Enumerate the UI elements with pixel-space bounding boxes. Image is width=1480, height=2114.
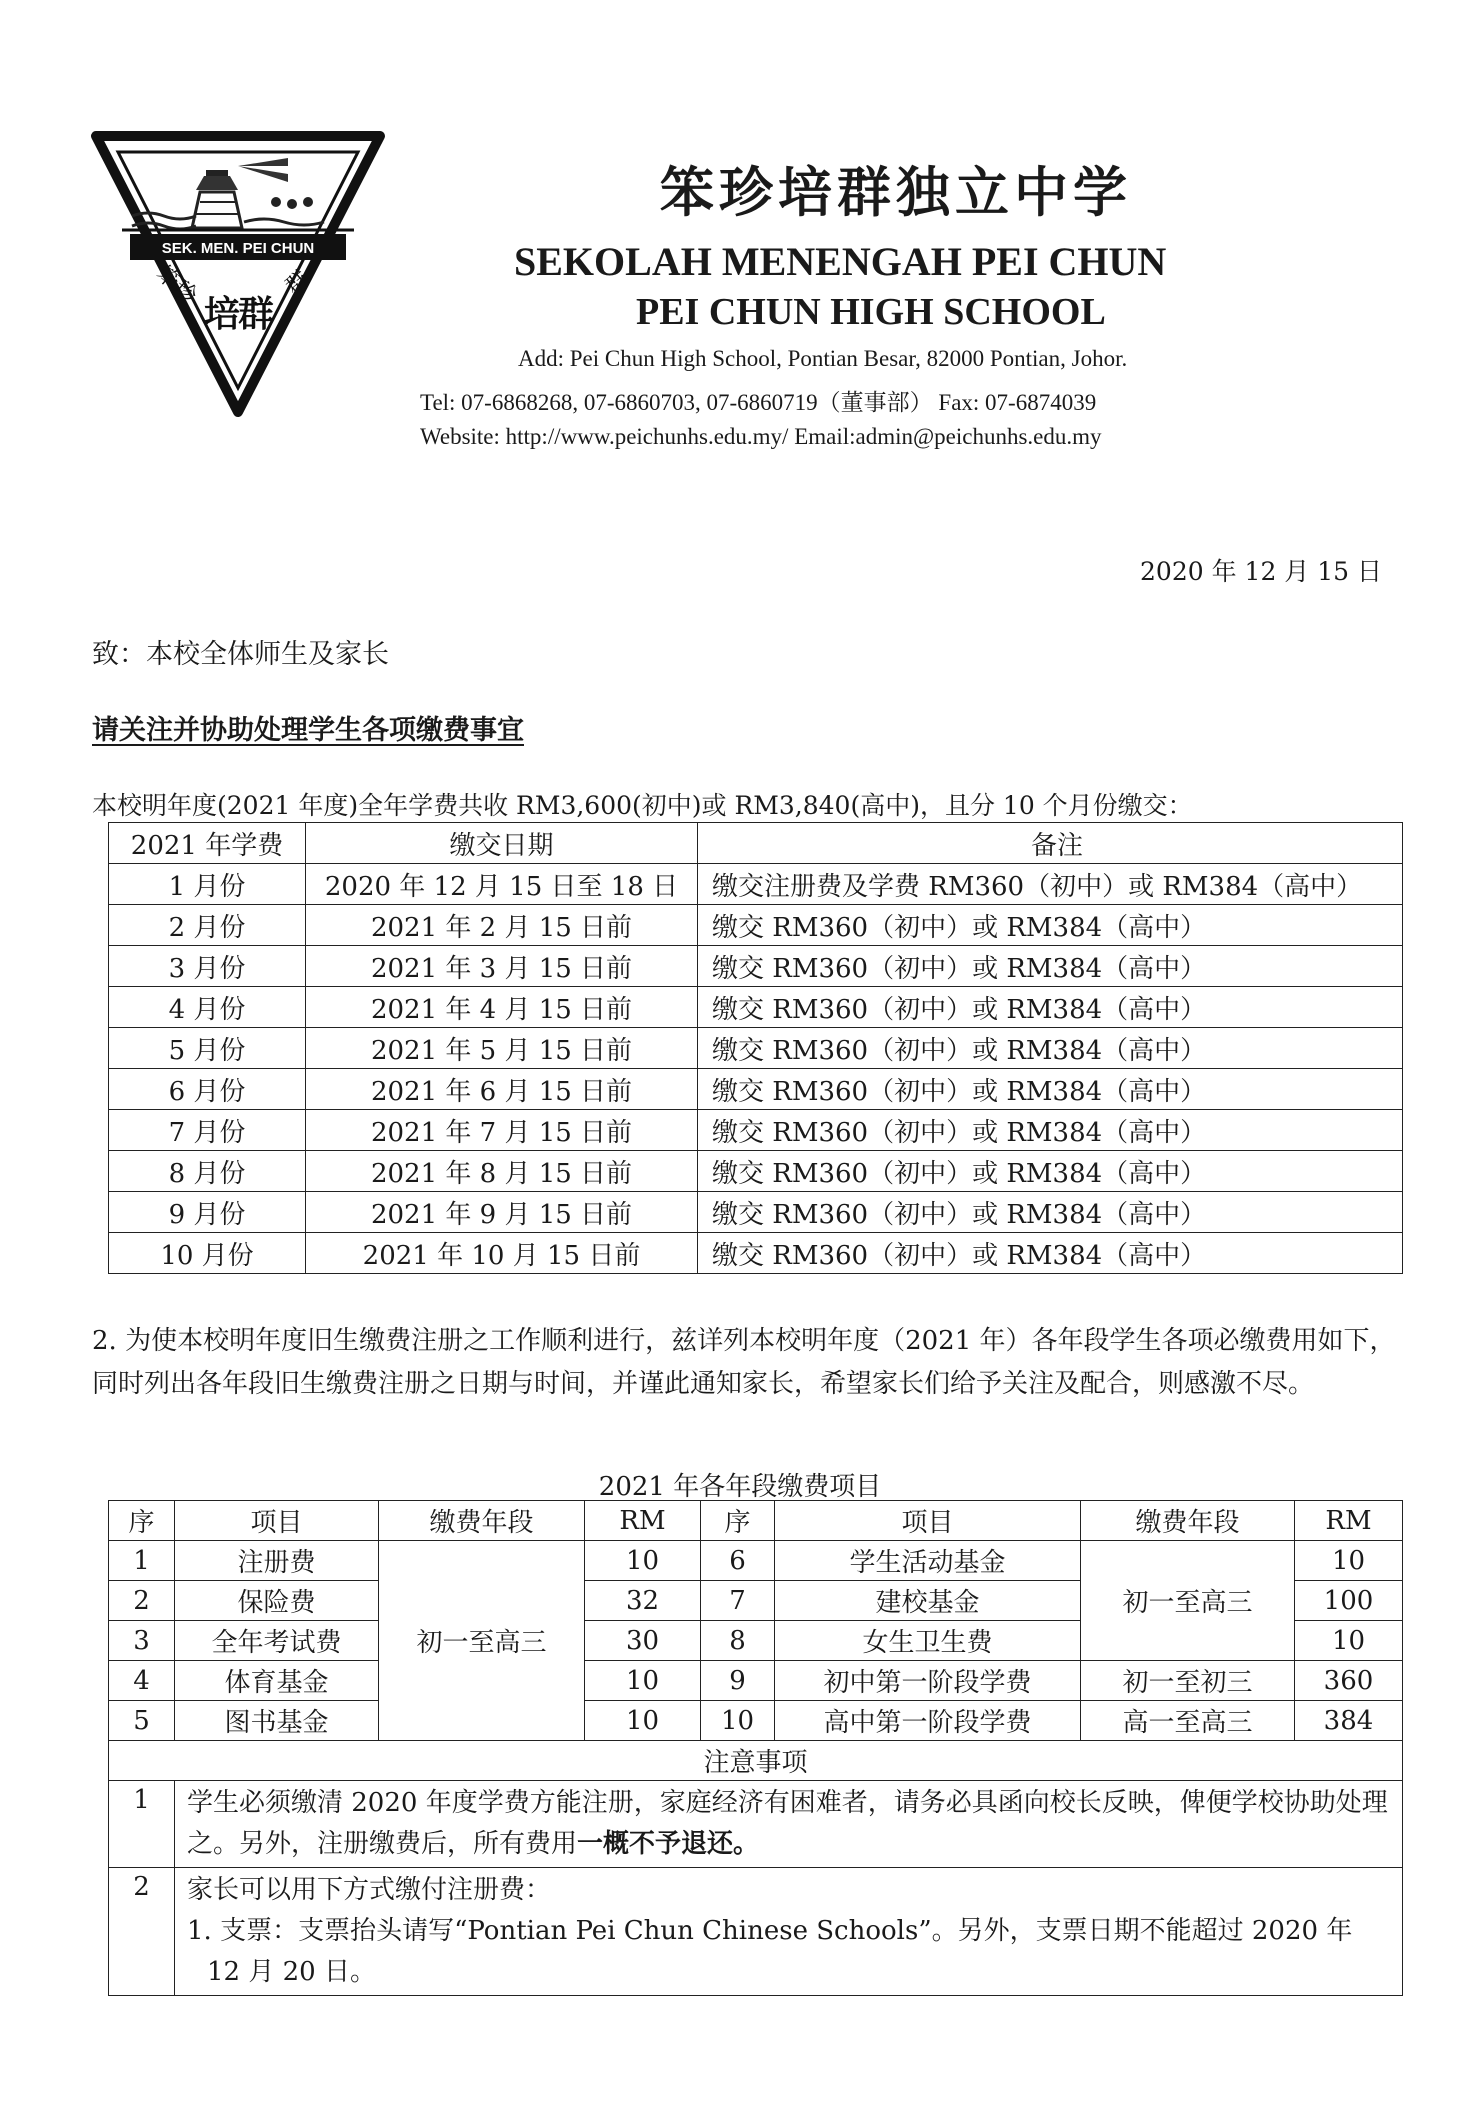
logo-right-chars: 群 <box>281 266 315 300</box>
fee-due-date: 2021 年 10 月 15 日前 <box>306 1233 698 1274</box>
column-header: RM <box>1295 1501 1403 1541</box>
note-row <box>109 1868 1403 1996</box>
fee-items-table <box>108 1500 1403 1996</box>
column-header: 序 <box>701 1501 775 1541</box>
paragraph-2: 2. 为使本校明年度旧生缴费注册之工作顺利进行，兹详列本校明年度（2021 年）各年段学生各项必缴费用如下，同时列出各年段旧生缴费注册之日期与时间，并谨此通知家长，希望家长们给予关注及配合，则感激不尽。 <box>92 1326 1396 1399</box>
fee-note: 缴交注册费及学费 RM360（初中）或 RM384（高中） <box>698 864 1403 905</box>
fee-due-date: 2020 年 12 月 15 日至 18 日 <box>306 864 698 905</box>
fee-note: 缴交 RM360（初中）或 RM384（高中） <box>698 1110 1403 1151</box>
item-no: 10 <box>701 1701 775 1741</box>
fee-month: 8 月份 <box>109 1151 306 1192</box>
item-rm: 10 <box>585 1701 701 1741</box>
item-name: 体育基金 <box>175 1661 379 1701</box>
school-address: Add: Pei Chun High School, Pontian Besar, 82000 Pontian, Johor. <box>518 346 1128 371</box>
note-no: 2 <box>109 1868 175 1996</box>
notes-title: 注意事项 <box>109 1741 1403 1781</box>
fee-note: 缴交 RM360（初中）或 RM384（高中） <box>698 946 1403 987</box>
fee-note: 缴交 RM360（初中）或 RM384（高中） <box>698 1028 1403 1069</box>
table-row <box>109 1701 1403 1741</box>
column-header: 项目 <box>175 1501 379 1541</box>
item-name: 建校基金 <box>775 1581 1081 1621</box>
item-level: 初一至高三 <box>1081 1541 1295 1661</box>
fee-due-date: 2021 年 3 月 15 日前 <box>306 946 698 987</box>
fee-due-date: 2021 年 6 月 15 日前 <box>306 1069 698 1110</box>
fee-month: 3 月份 <box>109 946 306 987</box>
fee-month: 6 月份 <box>109 1069 306 1110</box>
fee-month: 10 月份 <box>109 1233 306 1274</box>
fee-month: 7 月份 <box>109 1110 306 1151</box>
item-rm: 10 <box>585 1541 701 1581</box>
item-name: 女生卫生费 <box>775 1621 1081 1661</box>
column-header: 缴费年段 <box>379 1501 585 1541</box>
item-name: 高中第一阶段学费 <box>775 1701 1081 1741</box>
table-header-row <box>109 823 1403 864</box>
item-rm: 32 <box>585 1581 701 1621</box>
school-logo <box>88 130 388 420</box>
item-no: 6 <box>701 1541 775 1581</box>
table-row <box>109 864 1403 905</box>
column-header: 2021 年学费 <box>109 823 306 864</box>
table-row <box>109 1110 1403 1151</box>
table-row <box>109 1233 1403 1274</box>
fee-note: 缴交 RM360（初中）或 RM384（高中） <box>698 1151 1403 1192</box>
logo-center-chars: 培群 <box>203 294 273 335</box>
table-row <box>109 1151 1403 1192</box>
column-header: 缴费年段 <box>1081 1501 1295 1541</box>
table-row <box>109 1028 1403 1069</box>
item-no: 5 <box>109 1701 175 1741</box>
item-no: 4 <box>109 1661 175 1701</box>
table-header-row <box>109 1501 1403 1541</box>
fee-note: 缴交 RM360（初中）或 RM384（高中） <box>698 1192 1403 1233</box>
column-header: RM <box>585 1501 701 1541</box>
fee-due-date: 2021 年 7 月 15 日前 <box>306 1110 698 1151</box>
column-header: 项目 <box>775 1501 1081 1541</box>
fee-note: 缴交 RM360（初中）或 RM384（高中） <box>698 987 1403 1028</box>
fee-due-date: 2021 年 4 月 15 日前 <box>306 987 698 1028</box>
note-body: 家长可以用下方式缴付注册费： <box>187 1875 552 1905</box>
fee-month: 1 月份 <box>109 864 306 905</box>
fee-month: 2 月份 <box>109 905 306 946</box>
table-row <box>109 1541 1403 1581</box>
letter-subject: 请关注并协助处理学生各项缴费事宜 <box>92 715 524 746</box>
table-row <box>109 1661 1403 1701</box>
item-rm: 10 <box>1295 1621 1403 1661</box>
note-no: 1 <box>109 1781 175 1868</box>
column-header: 序 <box>109 1501 175 1541</box>
logo-band-text: SEK. MEN. PEI CHUN <box>161 240 315 257</box>
school-name-malay: SEKOLAH MENENGAH PEI CHUN <box>514 239 1167 284</box>
fee-note: 缴交 RM360（初中）或 RM384（高中） <box>698 905 1403 946</box>
item-no: 8 <box>701 1621 775 1661</box>
item-name: 保险费 <box>175 1581 379 1621</box>
fee-due-date: 2021 年 8 月 15 日前 <box>306 1151 698 1192</box>
table-row <box>109 1069 1403 1110</box>
fee-intro: 本校明年度(2021 年度)全年学费共收 RM3,600(初中)或 RM3,840(高中)，且分 10 个月份缴交： <box>92 791 1193 820</box>
fee-due-date: 2021 年 9 月 15 日前 <box>306 1192 698 1233</box>
item-level: 高一至高三 <box>1081 1701 1295 1741</box>
item-name: 全年考试费 <box>175 1621 379 1661</box>
fee-note: 缴交 RM360（初中）或 RM384（高中） <box>698 1069 1403 1110</box>
item-no: 9 <box>701 1661 775 1701</box>
column-header: 缴交日期 <box>306 823 698 864</box>
item-no: 7 <box>701 1581 775 1621</box>
fee-due-date: 2021 年 5 月 15 日前 <box>306 1028 698 1069</box>
logo-left-chars: 笨珍 <box>151 261 202 309</box>
table-row <box>109 987 1403 1028</box>
note-row <box>109 1781 1403 1868</box>
item-rm: 10 <box>1295 1541 1403 1581</box>
item-name: 图书基金 <box>175 1701 379 1741</box>
fee-month: 5 月份 <box>109 1028 306 1069</box>
item-rm: 360 <box>1295 1661 1403 1701</box>
item-no: 2 <box>109 1581 175 1621</box>
note-body: 学生必须缴清 2020 年度学费方能注册，家庭经济有困难者，请务必具函向校长反映，俾便学校协助处理之。另外，注册缴费后，所有费用 <box>187 1788 1388 1859</box>
item-rm: 10 <box>585 1661 701 1701</box>
note-text <box>175 1868 1403 1996</box>
note-sub-item: 1. 支票：支票抬头请写“Pontian Pei Chun Chinese Schools”。另外，支票日期不能超过 2020 年 12 月 20 日。 <box>187 1916 1353 1987</box>
school-name-chinese: 笨珍培群独立中学 <box>660 161 1132 224</box>
fee-month: 9 月份 <box>109 1192 306 1233</box>
item-name: 注册费 <box>175 1541 379 1581</box>
item-rm: 100 <box>1295 1581 1403 1621</box>
table-row <box>109 1192 1403 1233</box>
letter-date: 2020 年 12 月 15 日 <box>1140 557 1382 586</box>
note-text <box>175 1781 1403 1868</box>
letter-recipient: 致：本校全体师生及家长 <box>92 639 389 670</box>
item-no: 1 <box>109 1541 175 1581</box>
school-phone-fax: Tel: 07-6868268, 07-6860703, 07-6860719（董事部） Fax: 07-6874039 <box>420 390 1097 415</box>
item-rm: 30 <box>585 1621 701 1661</box>
item-level: 初一至初三 <box>1081 1661 1295 1701</box>
fee-month: 4 月份 <box>109 987 306 1028</box>
fee-due-date: 2021 年 2 月 15 日前 <box>306 905 698 946</box>
school-name-english: PEI CHUN HIGH SCHOOL <box>636 291 1106 333</box>
column-header: 备注 <box>698 823 1403 864</box>
item-name: 学生活动基金 <box>775 1541 1081 1581</box>
note-emphasis: 一概不予退还。 <box>577 1829 760 1859</box>
item-level: 初一至高三 <box>379 1541 585 1741</box>
notes-title-row <box>109 1741 1403 1781</box>
school-website-email: Website: http://www.peichunhs.edu.my/ Email:admin@peichunhs.edu.my <box>420 424 1102 449</box>
table-row <box>109 905 1403 946</box>
monthly-fee-table <box>108 822 1403 1274</box>
item-no: 3 <box>109 1621 175 1661</box>
fee-note: 缴交 RM360（初中）或 RM384（高中） <box>698 1233 1403 1274</box>
item-rm: 384 <box>1295 1701 1403 1741</box>
table-row <box>109 946 1403 987</box>
items-table-caption: 2021 年各年段缴费项目 <box>598 1472 882 1502</box>
item-name: 初中第一阶段学费 <box>775 1661 1081 1701</box>
